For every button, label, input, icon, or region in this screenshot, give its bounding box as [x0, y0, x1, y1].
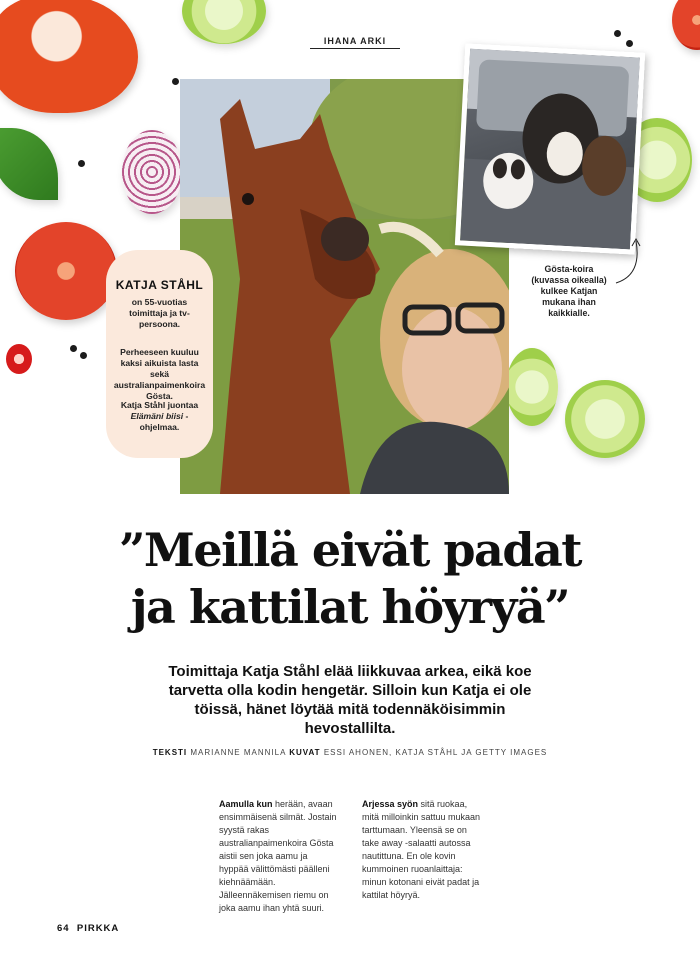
page-folio	[57, 923, 119, 934]
body-column-1	[219, 798, 339, 915]
credits-text-label: TEKSTI	[152, 748, 188, 757]
col2-body: sitä ruokaa, mitä milloinkin sattuu mukaan tarttumaan. Yleensä se on take away -salaatti autossa nautittuna. En ole kovin kummoinen ruoanlaittaja: minun kotonani eivät padat ja kattilat höyryä.	[362, 799, 481, 900]
credits-photo-authors: ESSI AHONEN, KATJA STÅHL JA GETTY IMAGES	[323, 748, 548, 757]
magazine-name: PIRKKA	[76, 923, 120, 934]
col2-lead-in: Arjessa syön	[362, 799, 419, 809]
dog-photo-caption: Gösta-koira (kuvassa oikealla) kulkee Katjan mukana ihan kaikkialle.	[531, 264, 607, 318]
credits-line	[100, 748, 600, 757]
caption-arrow-icon	[612, 235, 646, 287]
dogs-in-car-photo	[455, 43, 645, 254]
bell-pepper-image	[0, 0, 138, 113]
cucumber-slice-image	[182, 0, 266, 44]
bio-show-title: Elämäni biisi	[130, 411, 184, 421]
col1-body: herään, avaan ensimmäisenä silmät. Jostain syystä rakas australianpaimenkoira Gösta aistii sen joka aamu ja hyppää välittömästi päälleni kiehnäämään. Jälleennäkemisen riemu on joka aamu ihan yhtä suuri.	[219, 799, 337, 913]
bio-line-2: Perheeseen kuuluu kaksi aikuista lasta sekä australianpaimenkoira Gösta.	[113, 347, 206, 401]
lead-paragraph: Toimittaja Katja Ståhl elää liikkuvaa arkea, eikä koe tarvetta olla kodin hengetär. Silloin kun Katja ei ole töissä, hänet löytää mitä todennäköisimmin hevostallilta.	[168, 663, 532, 737]
credits-text-author: MARIANNE MANNILA	[190, 748, 286, 757]
col1-lead-in: Aamulla kun	[219, 799, 273, 809]
headline	[60, 522, 640, 636]
peppercorn-image	[172, 78, 179, 85]
bio-line-3	[112, 400, 207, 433]
bio-line-3-pre: Katja Ståhl juontaa	[120, 400, 199, 410]
chili-slice-image	[6, 344, 32, 374]
peppercorn-image	[614, 30, 621, 37]
credits-photo-label: KUVAT	[289, 748, 321, 757]
tomato-slice-image	[672, 0, 700, 50]
bio-box	[106, 250, 213, 458]
page-number: 64	[57, 923, 70, 934]
peppercorn-image	[626, 40, 633, 47]
basil-leaf-image	[0, 128, 58, 200]
peppercorn-image	[70, 345, 77, 352]
dogs-illustration	[460, 49, 640, 250]
section-label: IHANA ARKI	[310, 36, 400, 49]
bio-name: KATJA STÅHL	[115, 278, 204, 292]
onion-slice-image	[122, 130, 182, 214]
tomato-half-image	[15, 222, 117, 320]
headline-line-2: ja kattilat höyryä”	[130, 580, 570, 634]
peppercorn-image	[78, 160, 85, 167]
cucumber-slice-image	[506, 348, 558, 426]
body-column-2	[362, 798, 482, 902]
cucumber-slice-image	[565, 380, 645, 458]
peppercorn-image	[80, 352, 87, 359]
bio-line-1: on 55-vuotias toimittaja ja tv-persoona.	[129, 297, 190, 329]
bio-line-3-post: -ohjelmaa.	[139, 411, 189, 432]
headline-line-1: ”Meillä eivät padat	[118, 523, 582, 577]
